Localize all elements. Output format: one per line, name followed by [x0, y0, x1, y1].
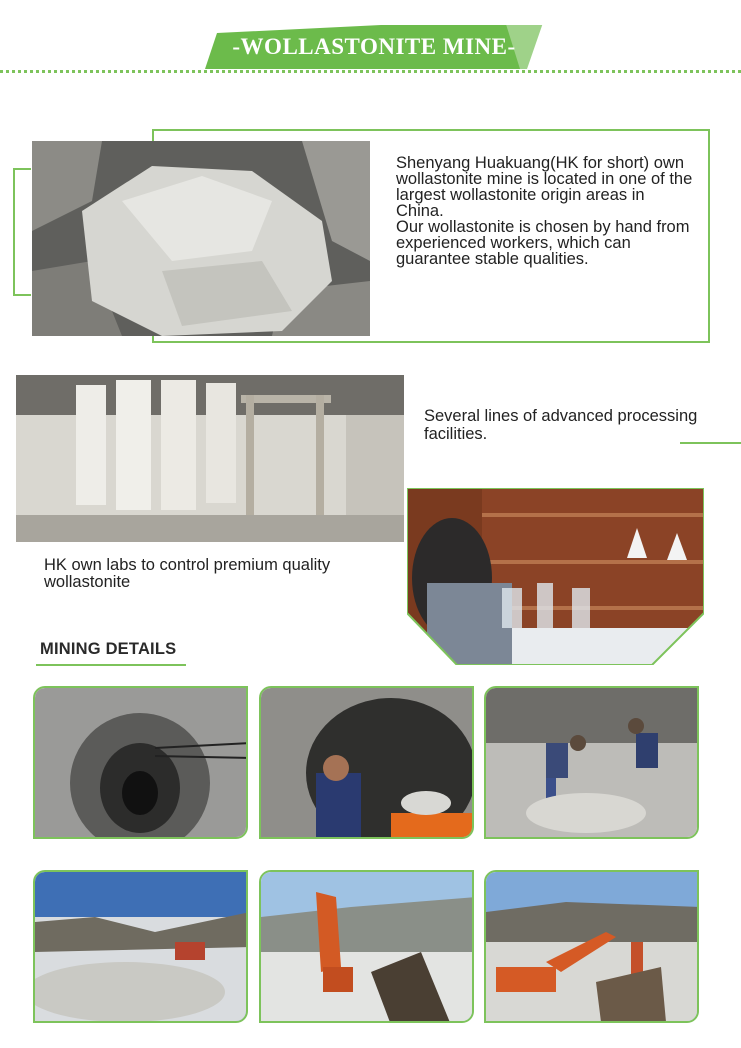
- mining-details-title: MINING DETAILS: [40, 640, 177, 658]
- mining-photo-excavator: [259, 870, 474, 1023]
- intro-text: [396, 155, 696, 267]
- page-title: -WOLLASTONITE MINE-: [232, 34, 516, 59]
- header-dotted-line: [0, 70, 741, 73]
- mining-details-underline: [36, 664, 186, 666]
- mining-photo-workers-picking: [484, 686, 699, 839]
- wollastonite-rock-photo: [32, 141, 370, 336]
- processing-facility-photo: [16, 375, 404, 542]
- labs-caption: HK own labs to control premium quality wollastonite: [44, 556, 331, 591]
- mining-photo-excavators-loading: [484, 870, 699, 1023]
- facilities-caption: Several lines of advanced processing facilities.: [424, 407, 698, 443]
- intro-paragraph-1: Shenyang Huakuang(HK for short) own wollastonite mine is located in one of the largest wollastonite origin areas in China.: [396, 154, 693, 220]
- mining-photo-quarry-truck: [33, 870, 248, 1023]
- mining-photo-worker-tunnel: [259, 686, 474, 839]
- mining-photo-tunnel: [33, 686, 248, 839]
- lab-photo: [407, 488, 704, 665]
- facilities-line: [680, 442, 741, 444]
- intro-paragraph-2: Our wollastonite is chosen by hand from experienced workers, which can guarantee stable qualities.: [396, 218, 690, 268]
- intro-bracket: [13, 168, 31, 296]
